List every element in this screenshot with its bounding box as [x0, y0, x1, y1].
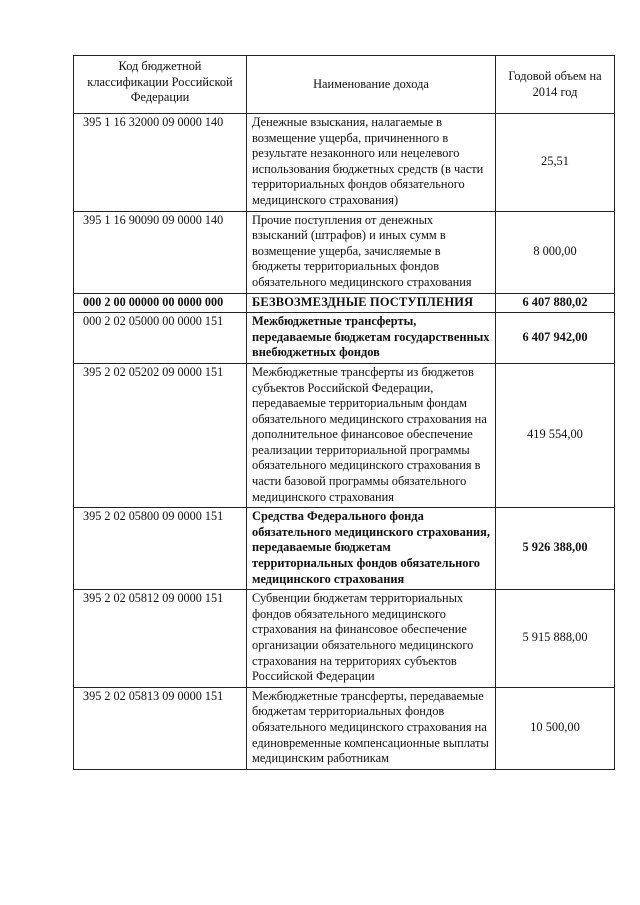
- header-code: Код бюджетной классификации Российской Федерации: [74, 56, 247, 114]
- table-row: [74, 313, 615, 364]
- table-row: [74, 508, 615, 590]
- row-volume: 5 915 888,00: [496, 590, 615, 688]
- row-volume: 25,51: [496, 114, 615, 212]
- revenue-table: [73, 55, 615, 770]
- row-volume: 10 500,00: [496, 687, 615, 769]
- table-row: [74, 590, 615, 688]
- row-name: Межбюджетные трансферты из бюджетов субъектов Российской Федерации, передаваемые территориальным фондам обязательного медицинского страхования на дополнительное финансовое обеспечение реализации территориальной программы обязательного медицинского страхования в части базовой программы обязательного медицинского страхования: [247, 363, 496, 507]
- row-volume: 5 926 388,00: [496, 508, 615, 590]
- row-name: Межбюджетные трансферты, передаваемые бюджетам территориальных фондов обязательного медицинского страхования на единовременные компенсационные выплаты медицинским работникам: [247, 687, 496, 769]
- row-name: Средства Федерального фонда обязательного медицинского страхования, передаваемые бюджетам территориальных фондов обязательного медицинского страхования: [247, 508, 496, 590]
- header-name: Наименование дохода: [247, 56, 496, 114]
- row-volume: 6 407 942,00: [496, 313, 615, 364]
- row-name: Субвенции бюджетам территориальных фондов обязательного медицинского страхования на финансовое обеспечение организации обязательного медицинского страхования на территориях субъектов Российской Федерации: [247, 590, 496, 688]
- row-volume: 6 407 880,02: [496, 293, 615, 313]
- row-code: 395 1 16 90090 09 0000 140: [74, 211, 247, 293]
- table-body: [74, 114, 615, 770]
- row-name: Межбюджетные трансферты, передаваемые бюджетам государственных внебюджетных фондов: [247, 313, 496, 364]
- row-code: 395 2 02 05800 09 0000 151: [74, 508, 247, 590]
- table-row: [74, 114, 615, 212]
- table-row: [74, 687, 615, 769]
- table-row: [74, 211, 615, 293]
- header-volume: Годовой объем на 2014 год: [496, 56, 615, 114]
- row-code: 395 2 02 05813 09 0000 151: [74, 687, 247, 769]
- row-volume: 8 000,00: [496, 211, 615, 293]
- row-code: 395 2 02 05202 09 0000 151: [74, 363, 247, 507]
- row-name: БЕЗВОЗМЕЗДНЫЕ ПОСТУПЛЕНИЯ: [247, 293, 496, 313]
- table-row: [74, 363, 615, 507]
- header-row: [74, 56, 615, 114]
- table-header: [74, 56, 615, 114]
- row-code: 395 1 16 32000 09 0000 140: [74, 114, 247, 212]
- row-code: 000 2 02 05000 00 0000 151: [74, 313, 247, 364]
- row-name: Денежные взыскания, налагаемые в возмещение ущерба, причиненного в результате незаконного или нецелевого использования бюджетных средств (в части территориальных фондов обязательного медицинского страхования): [247, 114, 496, 212]
- row-name: Прочие поступления от денежных взысканий (штрафов) и иных сумм в возмещение ущерба, зачисляемые в бюджеты территориальных фондов обязательного медицинского страхования: [247, 211, 496, 293]
- row-code: 000 2 00 00000 00 0000 000: [74, 293, 247, 313]
- table-row: [74, 293, 615, 313]
- row-volume: 419 554,00: [496, 363, 615, 507]
- row-code: 395 2 02 05812 09 0000 151: [74, 590, 247, 688]
